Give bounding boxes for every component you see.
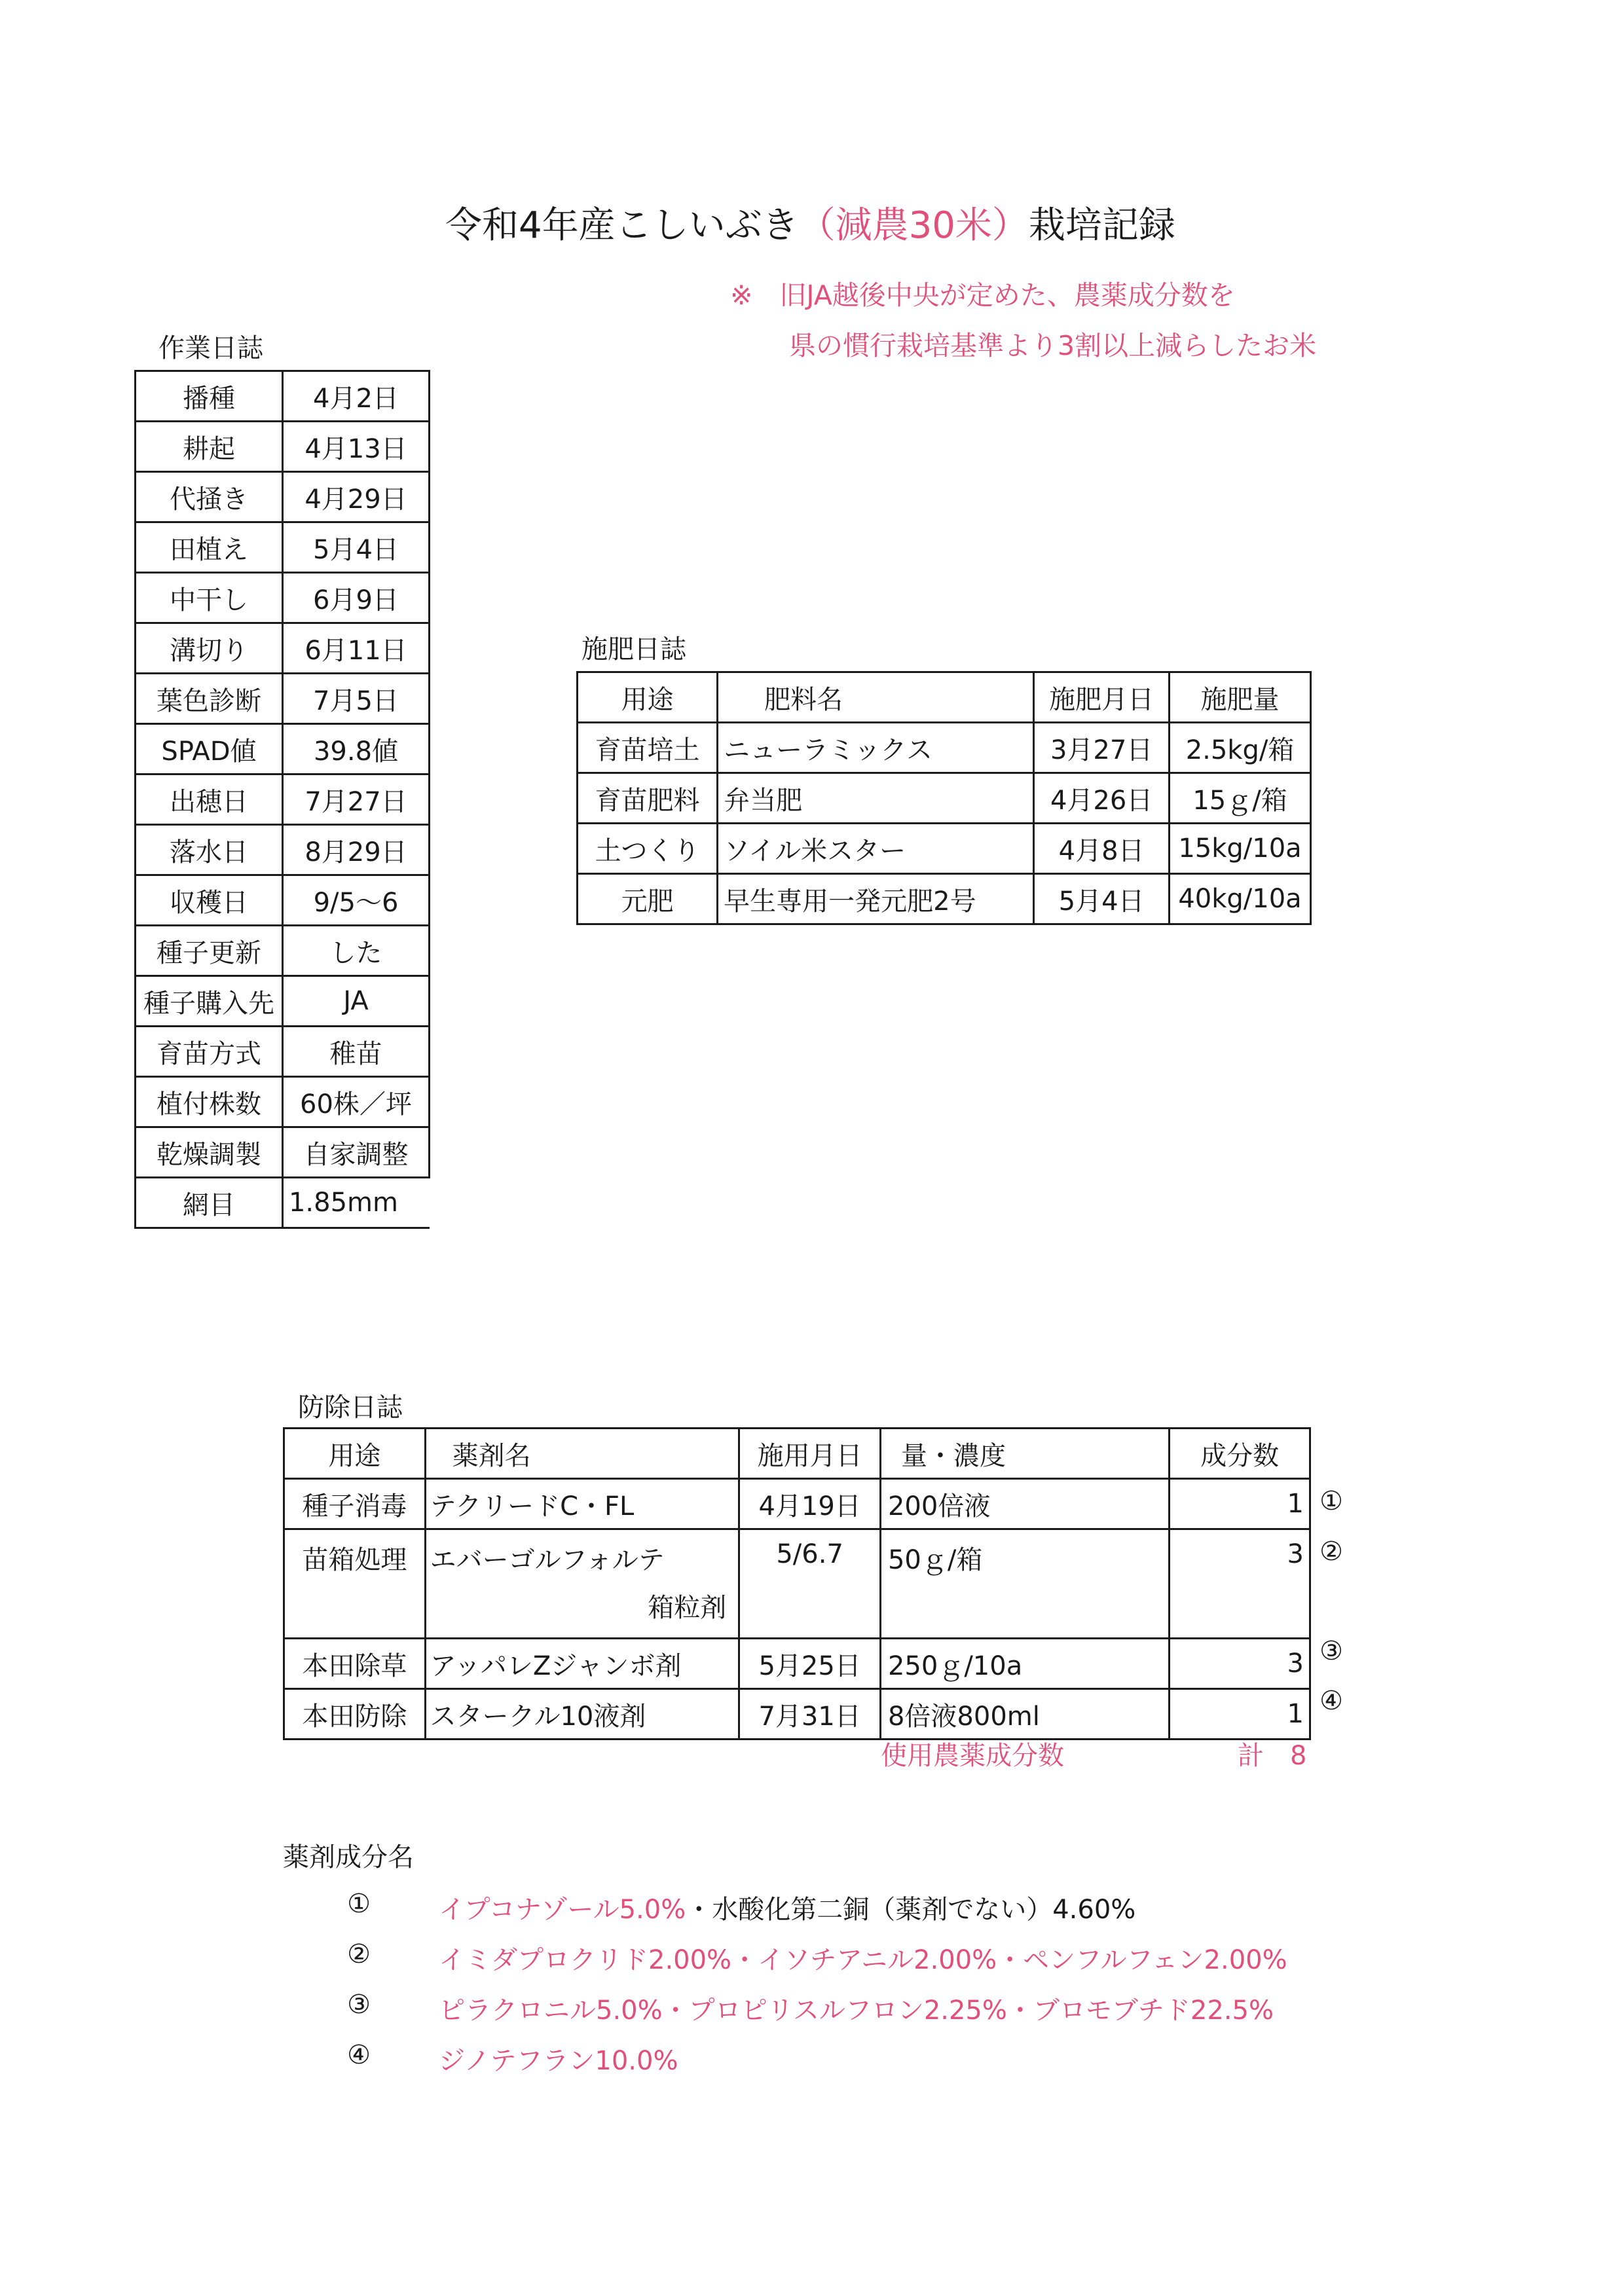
table-row [284, 1639, 1310, 1689]
pesticide-amount: 250ｇ/10a [880, 1639, 1169, 1689]
pesticide-name: アッパレZジャンボ剤 [425, 1639, 739, 1689]
table-row [284, 1529, 1310, 1639]
pesticide-amount: 200倍液 [880, 1479, 1169, 1529]
row-marker: ④ [1320, 1686, 1343, 1716]
column-header: 薬剤名 [425, 1429, 739, 1479]
table-row [136, 674, 430, 724]
work-label: 種子購入先 [136, 976, 283, 1027]
table-row [136, 522, 430, 573]
pest-control-log-table [283, 1427, 1311, 1740]
pesticide-date: 7月31日 [739, 1689, 881, 1740]
pesticide-use: 種子消毒 [284, 1479, 426, 1529]
table-row [136, 422, 430, 472]
title-main: 令和4年産こしいぶき [445, 204, 799, 247]
work-value: した [282, 926, 429, 976]
component-active-ingredients: イプコナゾール5.0% [439, 1895, 686, 1925]
component-number: ① [347, 1889, 371, 1919]
pesticide-name: エバーゴルフォルテ [430, 1545, 665, 1575]
title-suffix: 栽培記録 [1028, 204, 1175, 247]
component-text [439, 1939, 1287, 1977]
chemical-components-caption: 薬剤成分名 [283, 1842, 414, 1872]
work-label: 播種 [136, 371, 283, 422]
component-count: 1 [1170, 1479, 1310, 1529]
total-value: 計 8 [1238, 1741, 1307, 1771]
fertilizer-use: 育苗肥料 [578, 773, 718, 824]
component-active-ingredients: ピラクロニル5.0%・プロピリスルフロン2.25%・ブロモブチド22.5% [439, 1995, 1274, 2026]
pesticide-use: 本田除草 [284, 1639, 426, 1689]
fertilizer-name: ニューラミックス [718, 723, 1034, 773]
pesticide-use: 苗箱処理 [284, 1529, 426, 1639]
column-header: 用途 [284, 1429, 426, 1479]
work-value: 4月29日 [282, 472, 429, 522]
work-label: 乾燥調製 [136, 1127, 283, 1178]
component-active-ingredients: イミダプロクリド2.00%・イソチアニル2.00%・ペンフルフェン2.00% [439, 1945, 1287, 1975]
work-value: 自家調整 [282, 1127, 429, 1178]
work-value: 4月2日 [282, 371, 429, 422]
pesticide-date: 5月25日 [739, 1639, 881, 1689]
work-value: 6月11日 [282, 623, 429, 674]
pesticide-use: 本田防除 [284, 1689, 426, 1740]
pesticide-amount: 50ｇ/箱 [880, 1529, 1169, 1639]
fertilizer-amount: 40kg/10a [1170, 874, 1311, 924]
table-row [136, 1178, 430, 1228]
table-row [578, 874, 1311, 924]
pesticide-date: 5/6.7 [739, 1529, 881, 1639]
note-line-2: 県の慣行栽培基準より3割以上減らしたお米 [789, 330, 1317, 361]
fertilizer-name: ソイル米スター [718, 824, 1034, 874]
title-highlight: （減農30米） [798, 204, 1029, 247]
total-label: 使用農薬成分数 [881, 1741, 1064, 1771]
work-label: 種子更新 [136, 926, 283, 976]
work-value: 稚苗 [282, 1027, 429, 1077]
work-label: SPAD値 [136, 724, 283, 774]
table-row [136, 724, 430, 774]
table-header-row [578, 672, 1311, 723]
column-header: 成分数 [1170, 1429, 1310, 1479]
work-label: 溝切り [136, 623, 283, 674]
work-value: 8月29日 [282, 825, 429, 875]
component-number: ④ [347, 2040, 371, 2070]
fertilizer-use: 育苗培土 [578, 723, 718, 773]
table-row [136, 472, 430, 522]
table-row [284, 1689, 1310, 1740]
pesticide-name: スタークル10液剤 [425, 1689, 739, 1740]
component-count: 3 [1170, 1639, 1310, 1689]
table-row [136, 875, 430, 926]
fertilizer-amount: 2.5kg/箱 [1170, 723, 1311, 773]
fertilizer-date: 5月4日 [1034, 874, 1170, 924]
pesticide-name-cell [425, 1529, 739, 1639]
work-value: 39.8値 [282, 724, 429, 774]
work-label: 耕起 [136, 422, 283, 472]
column-header: 用途 [578, 672, 718, 723]
table-row [136, 976, 430, 1027]
row-marker: ② [1320, 1537, 1343, 1567]
component-count: 3 [1170, 1529, 1310, 1639]
component-number: ② [347, 1939, 371, 1969]
work-value: 7月27日 [282, 774, 429, 825]
work-label: 収穫日 [136, 875, 283, 926]
page-title [445, 200, 1175, 252]
work-label: 代掻き [136, 472, 283, 522]
fertilizer-use: 元肥 [578, 874, 718, 924]
table-row [578, 824, 1311, 874]
fertilizer-log-table [576, 671, 1312, 925]
component-count: 1 [1170, 1689, 1310, 1740]
pesticide-name-line-2: 箱粒剤 [648, 1593, 727, 1623]
fertilizer-date: 4月26日 [1034, 773, 1170, 824]
column-header: 量・濃度 [880, 1429, 1169, 1479]
pest-control-log-caption: 防除日誌 [298, 1393, 403, 1423]
row-marker: ① [1320, 1486, 1343, 1516]
column-header: 施用月日 [739, 1429, 881, 1479]
table-row [136, 926, 430, 976]
table-row [136, 1027, 430, 1077]
work-log-caption: 作業日誌 [158, 333, 263, 363]
fertilizer-log-caption: 施肥日誌 [581, 634, 686, 665]
table-row [136, 623, 430, 674]
fertilizer-use: 土つくり [578, 824, 718, 874]
column-header: 施肥月日 [1034, 672, 1170, 723]
component-text [439, 2040, 678, 2077]
table-row [136, 1077, 430, 1127]
fertilizer-amount: 15kg/10a [1170, 824, 1311, 874]
table-row [136, 573, 430, 623]
work-label: 葉色診断 [136, 674, 283, 724]
work-value: 9/5～6 [282, 875, 429, 926]
pesticide-name: テクリードC・FL [425, 1479, 739, 1529]
column-header: 肥料名 [718, 672, 1034, 723]
table-row [284, 1479, 1310, 1529]
table-row [136, 774, 430, 825]
work-label: 出穂日 [136, 774, 283, 825]
component-active-ingredients: ジノテフラン10.0% [439, 2046, 678, 2076]
work-value: 5月4日 [282, 522, 429, 573]
table-row [136, 1127, 430, 1178]
table-header-row [284, 1429, 1310, 1479]
work-log-table [134, 370, 430, 1229]
table-row [136, 371, 430, 422]
component-number: ③ [347, 1990, 371, 2020]
note-line-1: ※ 旧JA越後中央が定めた、農薬成分数を [730, 280, 1235, 311]
work-label: 網目 [136, 1178, 283, 1228]
work-value: 6月9日 [282, 573, 429, 623]
work-value: JA [282, 976, 429, 1027]
work-label: 植付株数 [136, 1077, 283, 1127]
pesticide-amount: 8倍液800ml [880, 1689, 1169, 1740]
pesticide-date: 4月19日 [739, 1479, 881, 1529]
column-header: 施肥量 [1170, 672, 1311, 723]
work-label: 中干し [136, 573, 283, 623]
work-label: 育苗方式 [136, 1027, 283, 1077]
component-other-ingredients: ・水酸化第二銅（薬剤でない）4.60% [686, 1895, 1136, 1925]
fertilizer-date: 3月27日 [1034, 723, 1170, 773]
work-value: 4月13日 [282, 422, 429, 472]
component-text [439, 1990, 1274, 2027]
work-value: 60株／坪 [282, 1077, 429, 1127]
work-value: 1.85mm [282, 1178, 429, 1228]
fertilizer-name: 弁当肥 [718, 773, 1034, 824]
table-row [578, 723, 1311, 773]
fertilizer-date: 4月8日 [1034, 824, 1170, 874]
fertilizer-name: 早生専用一発元肥2号 [718, 874, 1034, 924]
fertilizer-amount: 15ｇ/箱 [1170, 773, 1311, 824]
table-row [136, 825, 430, 875]
component-text [439, 1889, 1135, 1926]
work-label: 田植え [136, 522, 283, 573]
table-row [578, 773, 1311, 824]
work-value: 7月5日 [282, 674, 429, 724]
work-label: 落水日 [136, 825, 283, 875]
row-marker: ③ [1320, 1636, 1343, 1666]
